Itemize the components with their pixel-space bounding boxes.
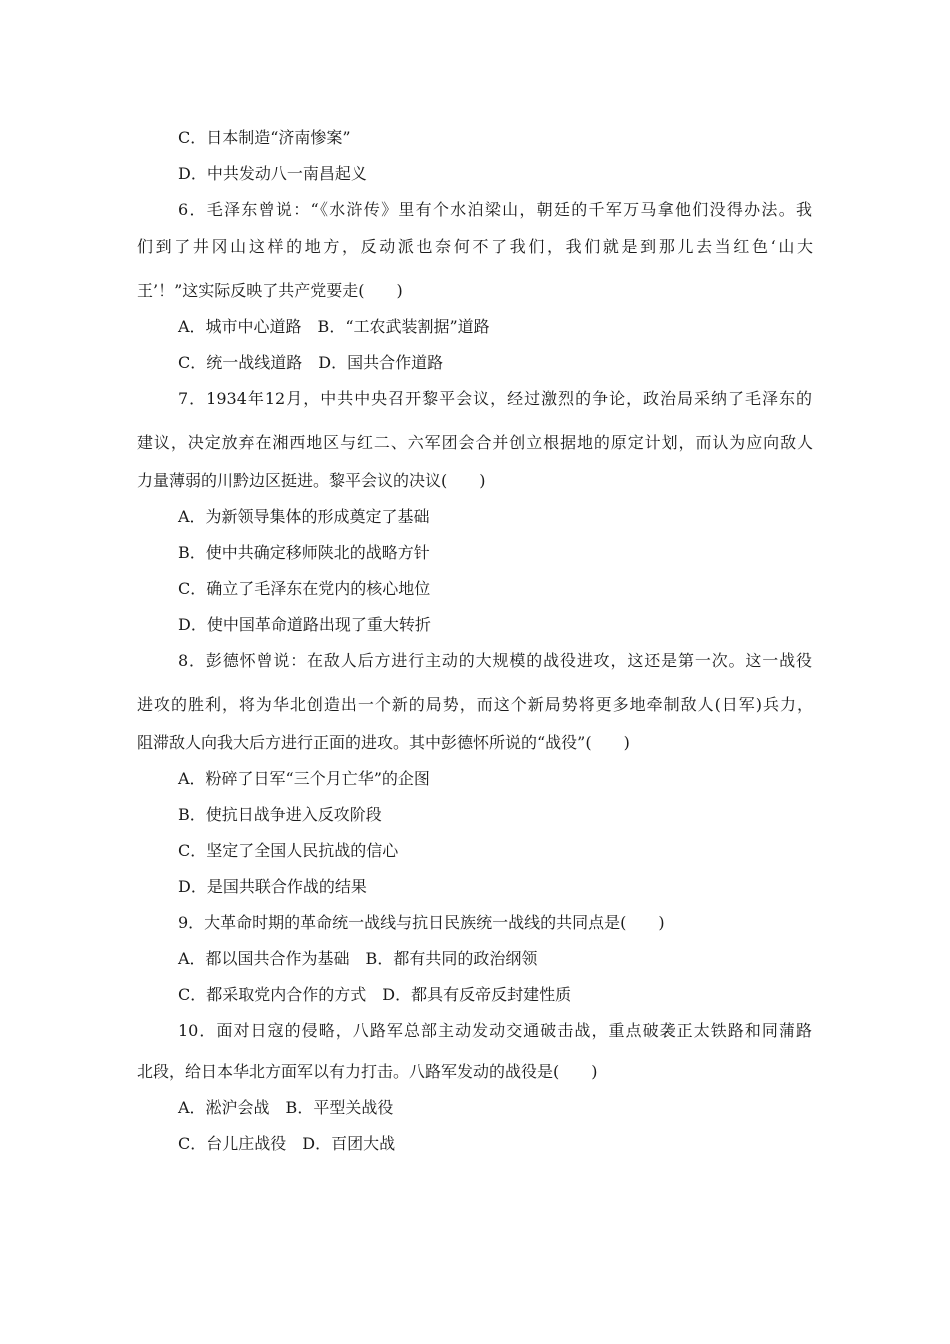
option-7d: D．使中国革命道路出现了重大转折 [178, 615, 431, 634]
option-9cd: C．都采取党内合作的方式 D．都具有反帝反封建性质 [178, 985, 572, 1004]
question-6-stem: 6．毛泽东曾说：“《水浒传》里有个水泊梁山，朝廷的千军万马拿他们没得办法。我 [178, 200, 812, 219]
question-9-stem: 9．大革命时期的革命统一战线与抗日民族统一战线的共同点是( ) [178, 913, 665, 932]
question-10-stem-end: 北段，给日本华北方面军以有力打击。八路军发动的战役是( ) [137, 1062, 598, 1081]
option-6ab: A．城市中心道路 B．“工农武装割据”道路 [178, 317, 490, 336]
option-8b: B．使抗日战争进入反攻阶段 [178, 805, 382, 824]
question-8-stem-cont: 进攻的胜利，将为华北创造出一个新的局势，而这个新局势将更多地牵制敌人(日军)兵力， [137, 695, 813, 714]
option-5d: D．中共发动八一南昌起义 [178, 164, 367, 183]
option-6cd: C．统一战线道路 D．国共合作道路 [178, 353, 444, 372]
question-8-stem: 8．彭德怀曾说：在敌人后方进行主动的大规模的战役进攻，这还是第一次。这一战役 [178, 651, 812, 670]
question-6-stem-cont: 们到了井冈山这样的地方，反动派也奈何不了我们，我们就是到那儿去当红色‘山大 [137, 237, 813, 256]
question-8-stem-end: 阻滞敌人向我大后方进行正面的进攻。其中彭德怀所说的“战役”( ) [137, 733, 630, 752]
option-5c: C．日本制造“济南惨案” [178, 128, 351, 147]
option-8c: C．坚定了全国人民抗战的信心 [178, 841, 399, 860]
option-7b: B．使中共确定移师陕北的战略方针 [178, 543, 430, 562]
option-10cd: C．台儿庄战役 D．百团大战 [178, 1134, 396, 1153]
option-8d: D．是国共联合作战的结果 [178, 877, 367, 896]
option-9ab: A．都以国共合作为基础 B．都有共同的政治纲领 [178, 949, 538, 968]
question-10-stem: 10．面对日寇的侵略，八路军总部主动发动交通破击战，重点破袭正太铁路和同蒲路 [178, 1021, 812, 1040]
option-7a: A．为新领导集体的形成奠定了基础 [178, 507, 430, 526]
question-6-stem-end: 王’！”这实际反映了共产党要走( ) [137, 281, 403, 300]
question-7-stem: 7．1934年12月，中共中央召开黎平会议，经过激烈的争论，政治局采纳了毛泽东的 [178, 389, 812, 408]
option-8a: A．粉碎了日军“三个月亡华”的企图 [178, 769, 430, 788]
option-10ab: A．淞沪会战 B．平型关战役 [178, 1098, 394, 1117]
question-7-stem-cont: 建议，决定放弃在湘西地区与红二、六军团会合并创立根据地的原定计划，而认为应向敌人 [137, 433, 813, 452]
question-7-stem-end: 力量薄弱的川黔边区挺进。黎平会议的决议( ) [137, 471, 486, 490]
option-7c: C．确立了毛泽东在党内的核心地位 [178, 579, 431, 598]
